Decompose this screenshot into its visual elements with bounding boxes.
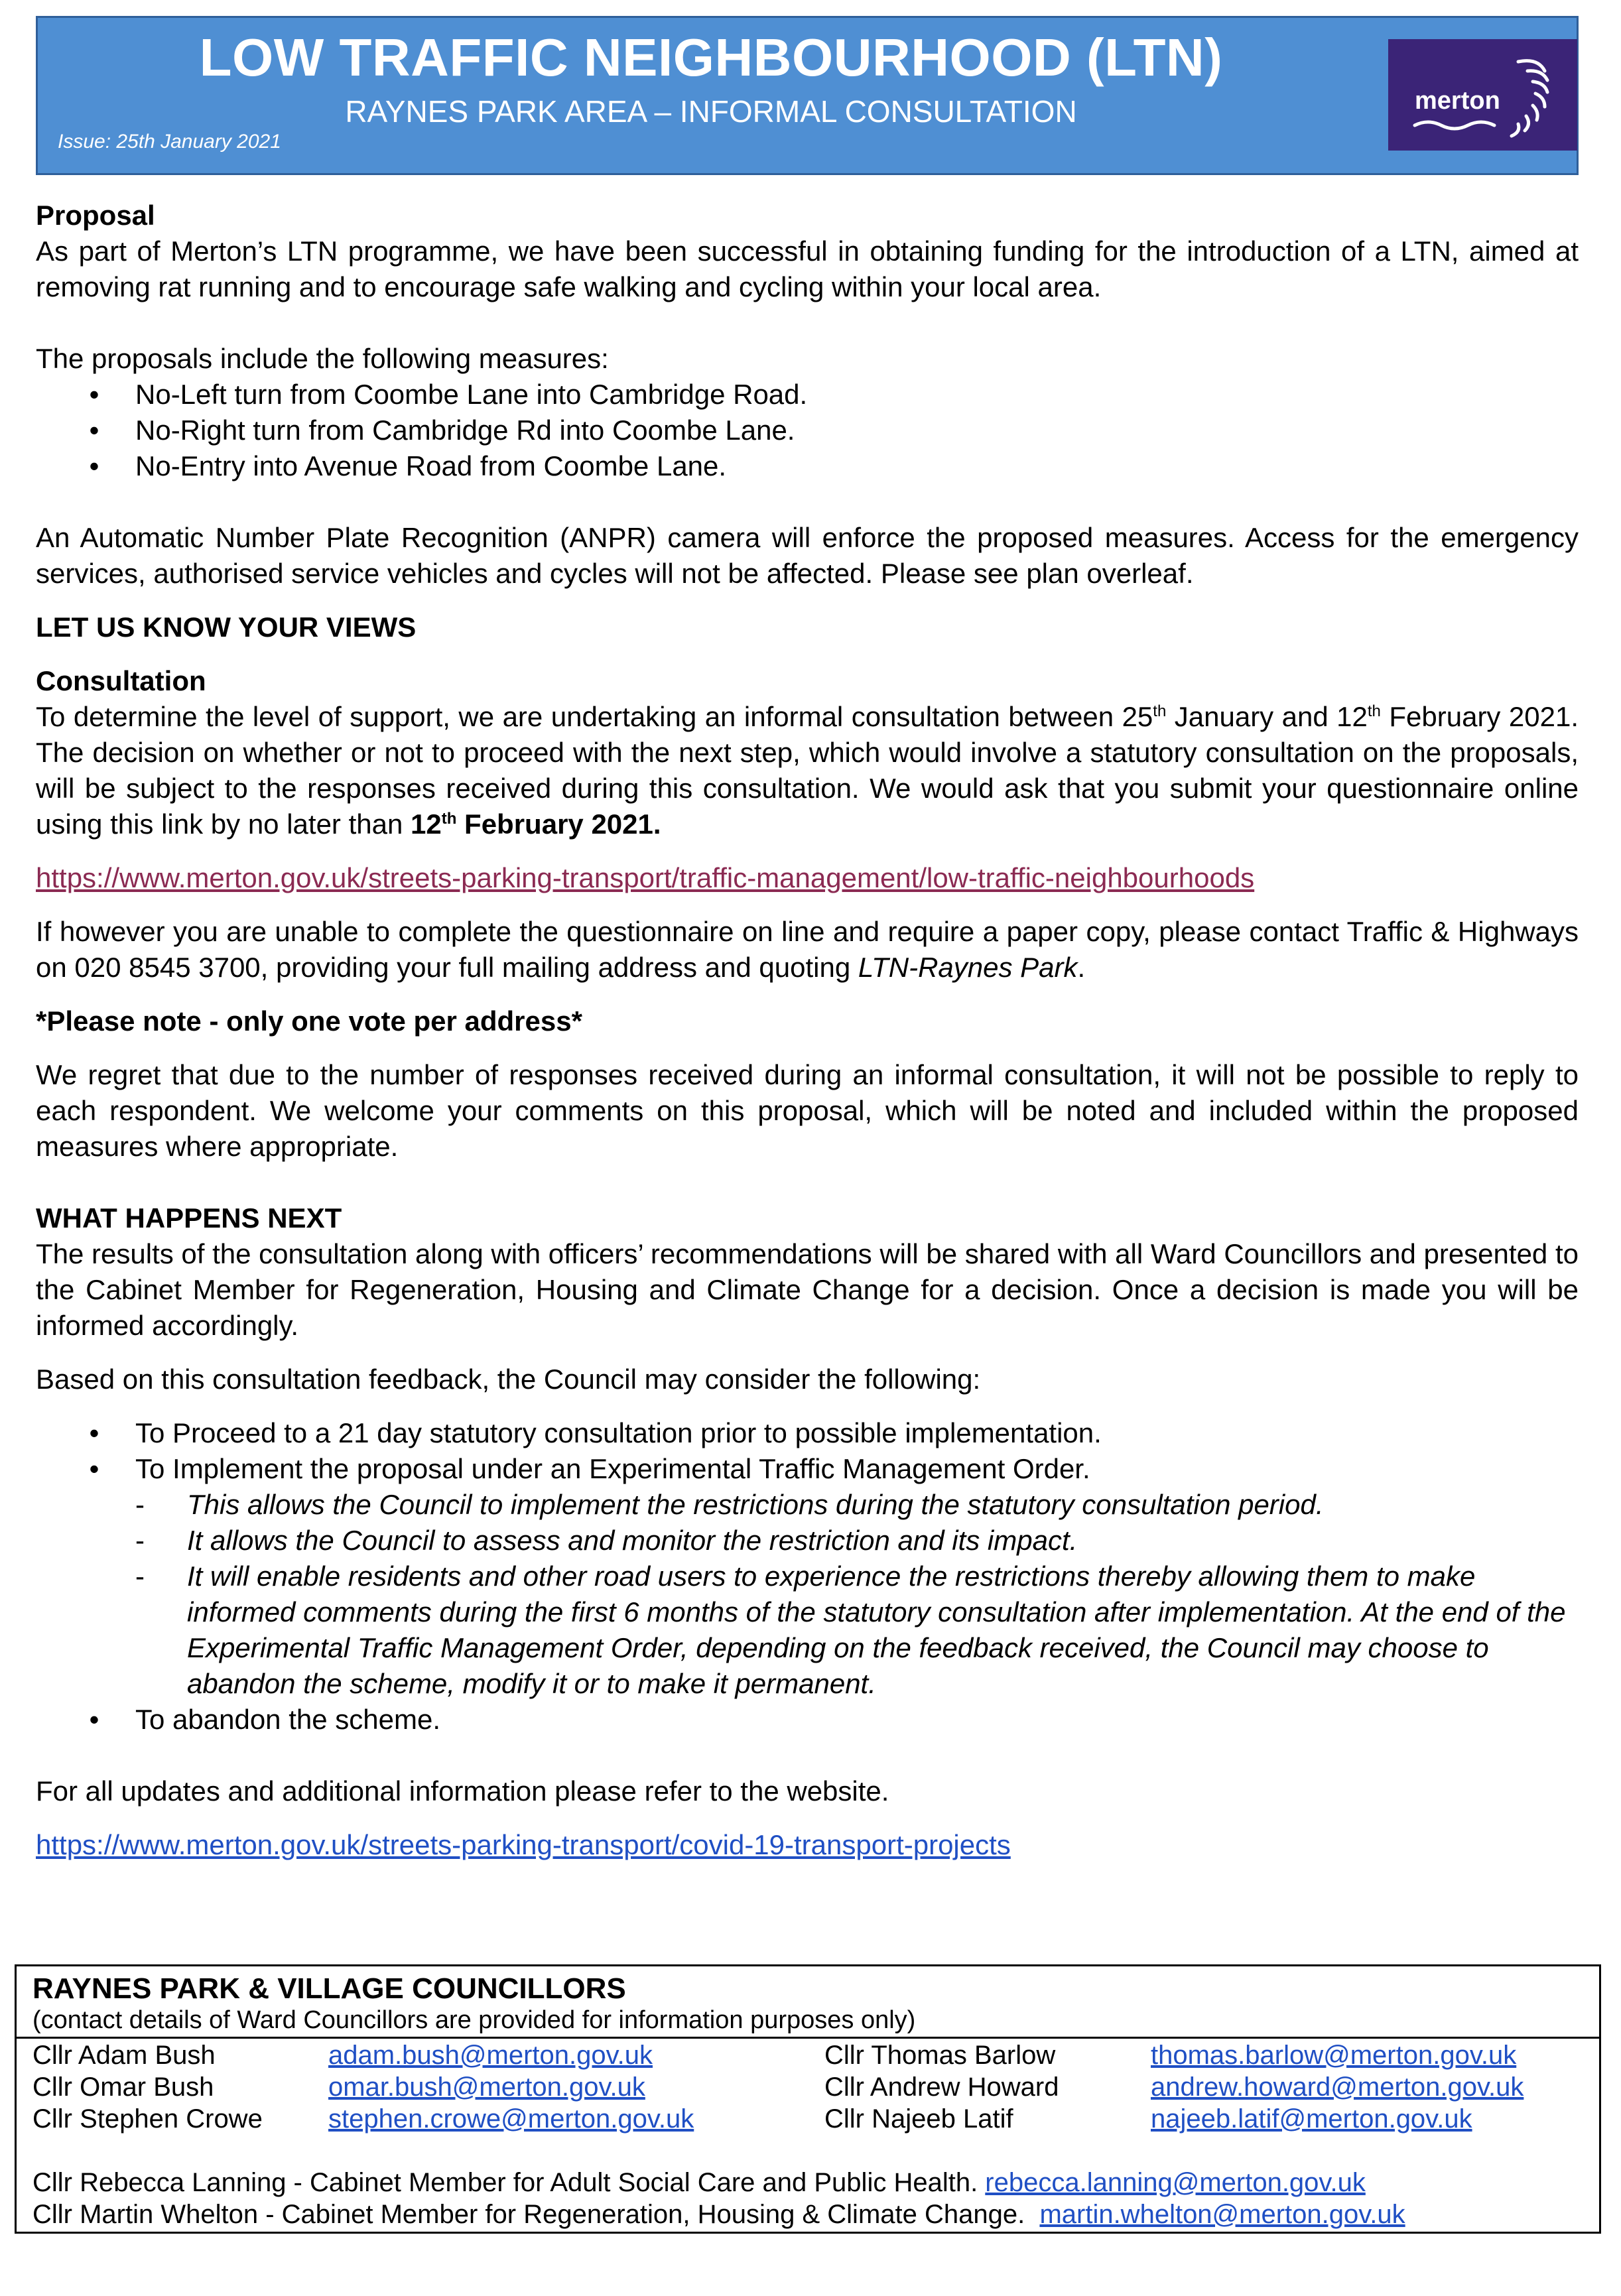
proposal-intro: As part of Merton’s LTN programme, we have been successful in obtaining funding for the introduction of a LTN, aimed at removing rat running and to encourage safe walking and cycling within your local area. (36, 235, 1579, 302)
document-body (36, 198, 1579, 1863)
councillor-email-link[interactable]: najeeb.latif@merton.gov.uk (1151, 2104, 1472, 2134)
ltn-questionnaire-link[interactable]: https://www.merton.gov.uk/streets-parking-transport/traffic-management/low-traffic-neighbourhoods (36, 862, 1255, 893)
list-item: - This allows the Council to implement the restrictions during the statutory consultation period. (135, 1489, 1324, 1520)
bullet-icon: • (89, 415, 99, 446)
header-banner (36, 16, 1579, 175)
regret-paragraph: We regret that due to the number of responses received during an informal consultation, it will not be possible to reply to each respondent. We welcome your comments on this proposal, which will be noted and included within the proposed measures where appropriate. (36, 1059, 1579, 1162)
divider (17, 2037, 1599, 2039)
measures-intro: The proposals include the following measures: (36, 343, 609, 374)
list-item: - It will enable residents and other road users to experience the restrictions thereby allowing them to make informed comments during the first 6 months of the statutory consultation after implementation. At the end of the Experimental Traffic Management Order, depending on the feedback received, the Council may choose to abandon the scheme, modify it or to make it permanent. (135, 1561, 1566, 1699)
list-item: • To abandon the scheme. (36, 1702, 1579, 1738)
councillors-box: RAYNES PARK & VILLAGE COUNCILLORS (contact details of Ward Councillors are provided for information purposes only) Cllr Adam Bush adam.bush@merton.gov.uk Cllr Thomas Barlow thomas.barlow@merton.gov.uk Cllr Omar Bush omar.bush@merton.gov.uk Cllr Andrew Howard andrew.howard@merton.gov.uk Cllr Stephen Crowe stephen.crowe@merton.gov.uk Cllr Najeeb Latif najeeb.latif@merton.gov.uk Cllr Rebecca Lanning - Cabinet Member for Adult Social Care and Public Health. rebecca.lanning@merton.gov.uk Cllr Martin Whelton - Cabinet Member for Regeneration, Housing & Climate Change. martin.whelton@merton.gov.uk (15, 1964, 1601, 2234)
measure-text: No-Entry into Avenue Road from Coombe Lane. (135, 450, 727, 481)
logo-text: merton (1415, 87, 1500, 115)
cabinet-member-line: Cllr Martin Whelton - Cabinet Member for Regeneration, Housing & Climate Change. martin.whelton@merton.gov.uk (32, 2200, 1405, 2229)
covid-transport-link[interactable]: https://www.merton.gov.uk/streets-parking-transport/covid-19-transport-projects (36, 1829, 1011, 1860)
consultation-heading: Consultation (36, 665, 206, 696)
councillor-email-link[interactable]: thomas.barlow@merton.gov.uk (1151, 2041, 1517, 2070)
bullet-icon: • (89, 1453, 99, 1484)
options-list-end (36, 1702, 1579, 1738)
list-item: • To Proceed to a 21 day statutory consultation prior to possible implementation. (36, 1415, 1579, 1451)
views-heading: LET US KNOW YOUR VIEWS (36, 611, 417, 643)
consultation-paragraph: To determine the level of support, we are undertaking an informal consultation between 25th January and 12th February 2021. The decision on whether or not to proceed with the next step, which would involve a statutory consultation on the proposals, will be subject to the responses received during this consultation. We would ask that you submit your questionnaire online using this link by no later than 12th February 2021. (36, 701, 1579, 840)
bullet-icon: • (89, 450, 99, 481)
updates-paragraph: For all updates and additional information please refer to the website. (36, 1775, 889, 1807)
paper-copy-paragraph: If however you are unable to complete the questionnaire on line and require a paper copy, please contact Traffic & Highways on 020 8545 3700, providing your full mailing address and quoting LTN-Raynes Park. (36, 916, 1579, 983)
cabinet-email-link[interactable]: martin.whelton@merton.gov.uk (1039, 2200, 1405, 2229)
vote-note: *Please note - only one vote per address* (36, 1005, 582, 1037)
document-subtitle: RAYNES PARK AREA – INFORMAL CONSULTATION (345, 94, 1077, 129)
document-title: LOW TRAFFIC NEIGHBOURHOOD (LTN) (199, 28, 1223, 87)
bullet-icon: • (89, 1704, 99, 1735)
etmo-details-list (36, 1487, 1579, 1702)
bullet-icon: • (89, 1417, 99, 1448)
councillors-heading: RAYNES PARK & VILLAGE COUNCILLORS (32, 1972, 626, 2005)
list-item (36, 413, 1579, 448)
measure-text: No-Right turn from Cambridge Rd into Coombe Lane. (135, 415, 795, 446)
bullet-icon: • (89, 379, 99, 410)
based-paragraph: Based on this consultation feedback, the Council may consider the following: (36, 1364, 981, 1395)
measures-list (36, 377, 1579, 484)
list-item: • To Implement the proposal under an Experimental Traffic Management Order. (36, 1451, 1579, 1487)
cabinet-member-line: Cllr Rebecca Lanning - Cabinet Member for Adult Social Care and Public Health. rebecca.lanning@merton.gov.uk (32, 2168, 1366, 2197)
councillor-email-link[interactable]: andrew.howard@merton.gov.uk (1151, 2073, 1524, 2102)
next-heading: WHAT HAPPENS NEXT (36, 1202, 342, 1234)
councillor-email-link[interactable]: omar.bush@merton.gov.uk (328, 2073, 645, 2102)
issue-date: Issue: 25th January 2021 (58, 131, 281, 153)
councillor-email-link[interactable]: stephen.crowe@merton.gov.uk (328, 2104, 694, 2134)
councillor-email-link[interactable]: adam.bush@merton.gov.uk (328, 2041, 653, 2070)
measure-text: No-Left turn from Coombe Lane into Cambridge Road. (135, 379, 808, 410)
list-item (36, 448, 1579, 484)
proposal-heading: Proposal (36, 200, 155, 231)
merton-logo (1388, 39, 1577, 151)
anpr-paragraph: An Automatic Number Plate Recognition (ANPR) camera will enforce the proposed measures. Access for the emergency services, authorised service vehicles and cycles will not be affected. Please see plan overleaf. (36, 522, 1579, 589)
options-list (36, 1415, 1579, 1487)
list-item: - It allows the Council to assess and monitor the restriction and its impact. (135, 1525, 1078, 1556)
cabinet-email-link[interactable]: rebecca.lanning@merton.gov.uk (985, 2168, 1366, 2197)
councillors-note: (contact details of Ward Councillors are provided for information purposes only) (32, 2006, 916, 2034)
results-paragraph: The results of the consultation along with officers’ recommendations will be shared with all Ward Councillors and presented to the Cabinet Member for Regeneration, Housing and Climate Change for a decision. Once a decision is made you will be informed accordingly. (36, 1238, 1579, 1341)
list-item (36, 377, 1579, 413)
